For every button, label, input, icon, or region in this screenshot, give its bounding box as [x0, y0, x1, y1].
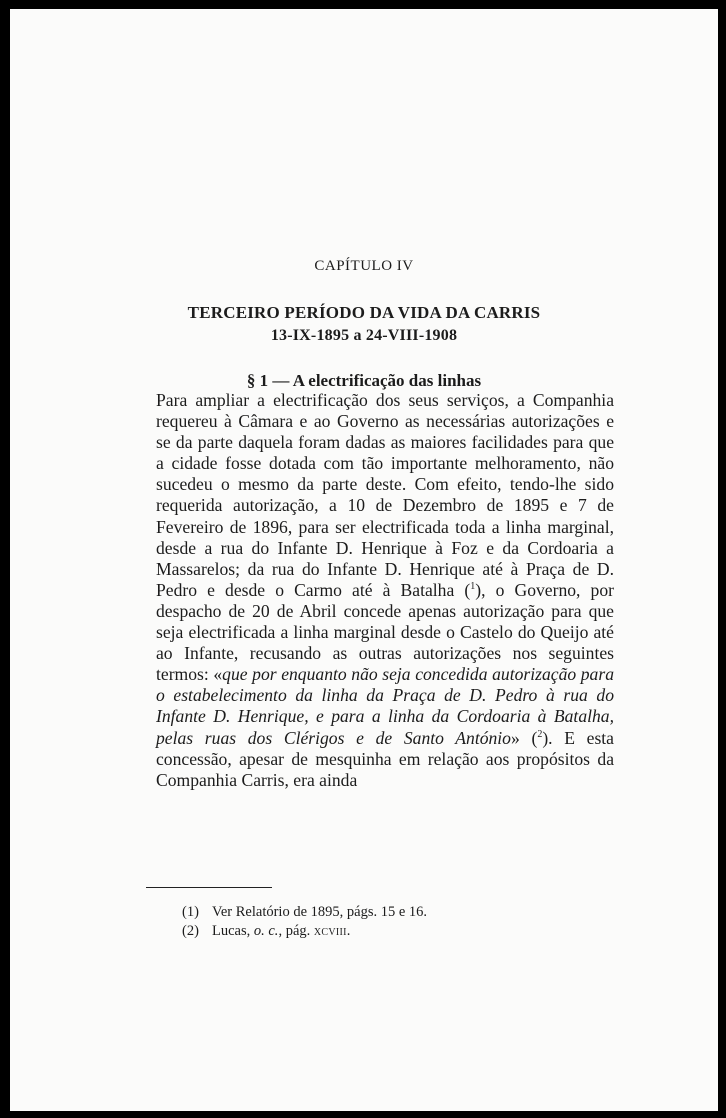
section-heading: § 1 — A electrificação das linhas: [246, 371, 482, 390]
footnote: [182, 903, 622, 922]
footnote-text: Lucas,: [212, 923, 254, 939]
chapter-date-range: 13-IX-1895 a 24-VIII-1908: [270, 327, 458, 344]
footnote-ref: 1: [470, 580, 476, 592]
paragraph: Para ampliar a electrificação dos seus serviços, a Companhia requereu à Câmara e ao Governo as necessárias autorizações e se da parte daquela foram dadas as maiores facilidades para que a cidade fosse dotada com tão importante melhoramento, não sucedeu o mesmo da parte deste. Com efeito, tendo-lhe sido requerida autorização, a 10 de Dezembro de 1895 e 7 de Fevereiro de 1896, para ser electrificada toda a linha marginal, desde a rua do Infante D. Henrique à Foz e da Cordoaria a Massarelos; da rua do Infante D. Henrique até à Praça de D. Pedro e desde o Carmo até à Batalha ($^1$), o Governo, por despacho de 20 de Abril concede apenas autorização para que seja electrificada a linha marginal desde o Castelo do Queijo até ao Infante, recusando as outras autorizações nos seguintes termos: «que por enquanto não seja concedida autorização para o estabelecimento da linha da Praça de D. Pedro à rua do Infante D. Henrique, e para a linha da Cordoaria à Batalha, pelas ruas dos Clérigos e de Santo António» ($^2$). E esta concessão, apesar de mesquinha em relação aos propósitos da Companhia Carris, era ainda: [156, 390, 614, 790]
body-text-part: . E esta concessão, apesar de mesquinha em relação aos propósitos da Companhia Carris, era ainda: [156, 727, 614, 790]
body-text: [146, 390, 614, 791]
footnote-ref: 2: [537, 728, 543, 740]
footnote-text: .: [346, 923, 351, 939]
footnote-mark: (1): [182, 904, 199, 920]
chapter-label: CAPÍTULO IV: [314, 258, 414, 274]
chapter-title: TERCEIRO PERÍODO DA VIDA DA CARRIS: [187, 303, 541, 322]
footnote-text-italic: o. c.: [253, 923, 279, 939]
body-text-part: »: [510, 727, 532, 748]
body-text-part: , o Governo, por despacho de 20 de Abril concede apenas autorização para que seja electrificada a linha marginal desde o Castelo do Queijo até ao Infante, recusando as outras autorizações nos seguintes termos: «: [156, 579, 614, 685]
footnotes: [182, 903, 622, 941]
footnote-divider: [146, 887, 272, 888]
footnote-text: Ver Relatório de 1895, págs. 15 e 16.: [212, 904, 428, 920]
book-page: [10, 9, 718, 1111]
footnote: [182, 922, 622, 941]
footnote-mark: (2): [182, 923, 199, 939]
quoted-text: que por enquanto não seja concedida autorização para o estabelecimento da linha da Praça de D. Pedro à rua do Infante D. Henrique, e para a linha da Cordoaria à Batalha, pelas ruas dos Clérigos e de Santo António: [156, 664, 614, 748]
body-text-part: Para ampliar a electrificação dos seus serviços, a Companhia requereu à Câmara e ao Governo as necessárias autorizações e se da parte daquela foram dadas as maiores facilidades para que a cidade fosse dotada com tão importante melhoramento, não sucedeu o mesmo da parte deste. Com efeito, tendo-lhe sido requerida autorização, a 10 de Dezembro de 1895 e 7 de Fevereiro de 1896, para ser electrificada toda a linha marginal, desde a rua do Infante D. Henrique à Foz e da Cordoaria a Massarelos; da rua do Infante D. Henrique até à Praça de D. Pedro e desde o Carmo até à Batalha: [156, 390, 614, 600]
footnote-text: , pág.: [278, 923, 314, 939]
footnote-text-smallcaps: xcviii: [313, 923, 347, 939]
